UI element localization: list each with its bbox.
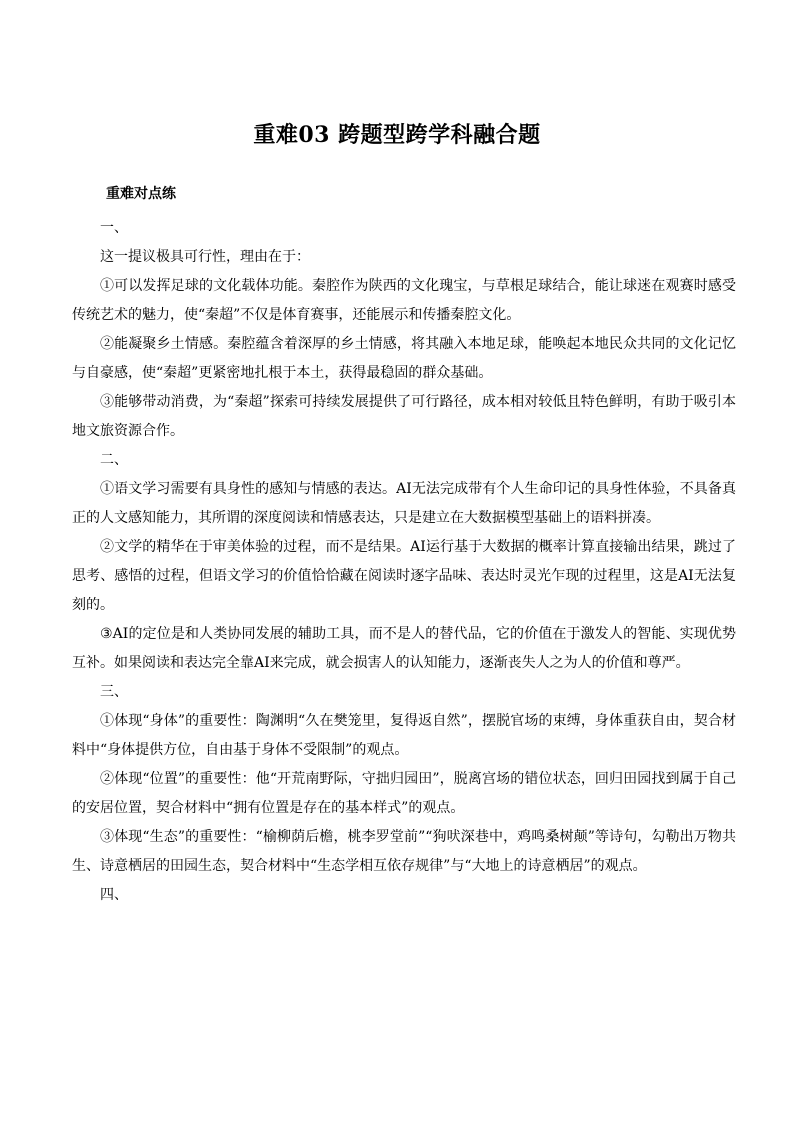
section-heading-1: 一、: [100, 220, 128, 236]
paragraph: ①语文学习需要有具身性的感知与情感的表达。AI无法完成带有个人生命印记的具身性体验，不具备真正的人文感知能力，其所谓的深度阅读和情感表达，只是建立在大数据模型基础上的语料拼凑。: [72, 481, 736, 526]
section-subtitle: 重难对点练: [106, 186, 176, 202]
paragraph: ③AI的定位是和人类协同发展的辅助工具，而不是人的替代品，它的价值在于激发人的智能、实现优势互补。如果阅读和表达完全靠AI来完成，就会损害人的认知能力，逐渐丧失人之为人的价值和尊严。: [72, 626, 736, 671]
paragraph: ②文学的精华在于审美体验的过程，而不是结果。AI运行基于大数据的概率计算直接输出结果，跳过了思考、感悟的过程，但语文学习的价值恰恰藏在阅读时逐字品味、表达时灵光乍现的过程里，这是AI无法复刻的。: [72, 539, 736, 613]
section-heading-3: 三、: [100, 684, 128, 700]
paragraph: ②体现“位置”的重要性：他“开荒南野际，守拙归园田”，脱离宫场的错位状态，回归田园找到属于自己的安居位置，契合材料中“拥有位置是存在的基本样式”的观点。: [72, 771, 736, 816]
document-title: 重难03 跨题型跨学科融合题: [253, 122, 541, 148]
section-heading-4: 四、: [100, 887, 128, 903]
paragraph: ③体现“生态”的重要性：“榆柳荫后檐，桃李罗堂前”“狗吠深巷中，鸡鸣桑树颠”等诗句，勾勒出万物共生、诗意栖居的田园生态，契合材料中“生态学相互依存规律”与“大地上的诗意栖居”的观点。: [72, 829, 736, 874]
paragraph: ②能凝聚乡土情感。秦腔蕴含着深厚的乡土情感，将其融入本地足球，能唤起本地民众共同的文化记忆与自豪感，使“秦超”更紧密地扎根于本土，获得最稳固的群众基础。: [72, 336, 736, 381]
paragraph: 这一提议极具可行性，理由在于：: [100, 249, 310, 265]
document-body: [72, 214, 736, 910]
paragraph: ①可以发挥足球的文化载体功能。秦腔作为陕西的文化瑰宝，与草根足球结合，能让球迷在观赛时感受传统艺术的魅力，使“秦超”不仅是体育赛事，还能展示和传播秦腔文化。: [72, 278, 736, 323]
paragraph: ③能够带动消费，为“秦超”探索可持续发展提供了可行路径，成本相对较低且特色鲜明，有助于吸引本地文旅资源合作。: [72, 394, 736, 439]
paragraph: ①体现“身体”的重要性：陶渊明“久在樊笼里，复得返自然”，摆脱官场的束缚，身体重获自由，契合材料中“身体提供方位，自由基于身体不受限制”的观点。: [72, 713, 736, 758]
section-heading-2: 二、: [100, 452, 128, 468]
